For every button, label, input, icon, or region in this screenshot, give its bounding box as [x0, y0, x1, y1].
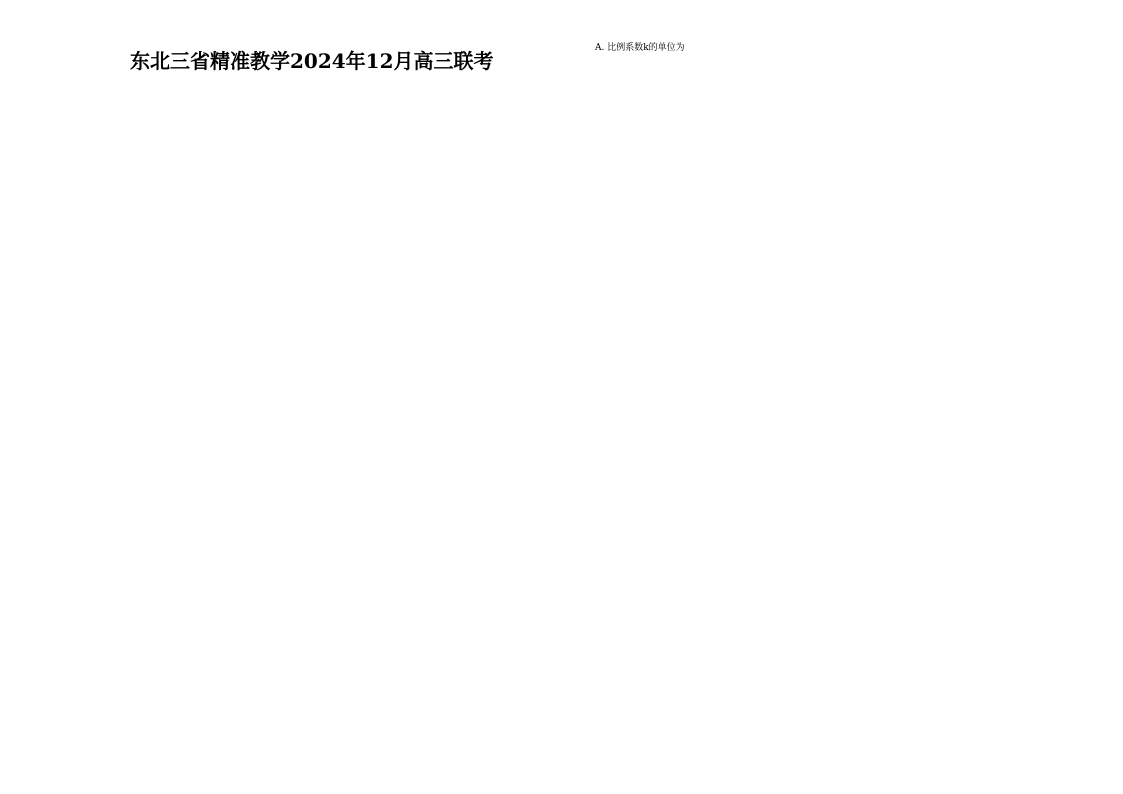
question-text: A. 比例系数k的单位为: [595, 43, 685, 53]
exam-title: 东北三省精准教学2024年12月高三联考: [130, 49, 494, 73]
